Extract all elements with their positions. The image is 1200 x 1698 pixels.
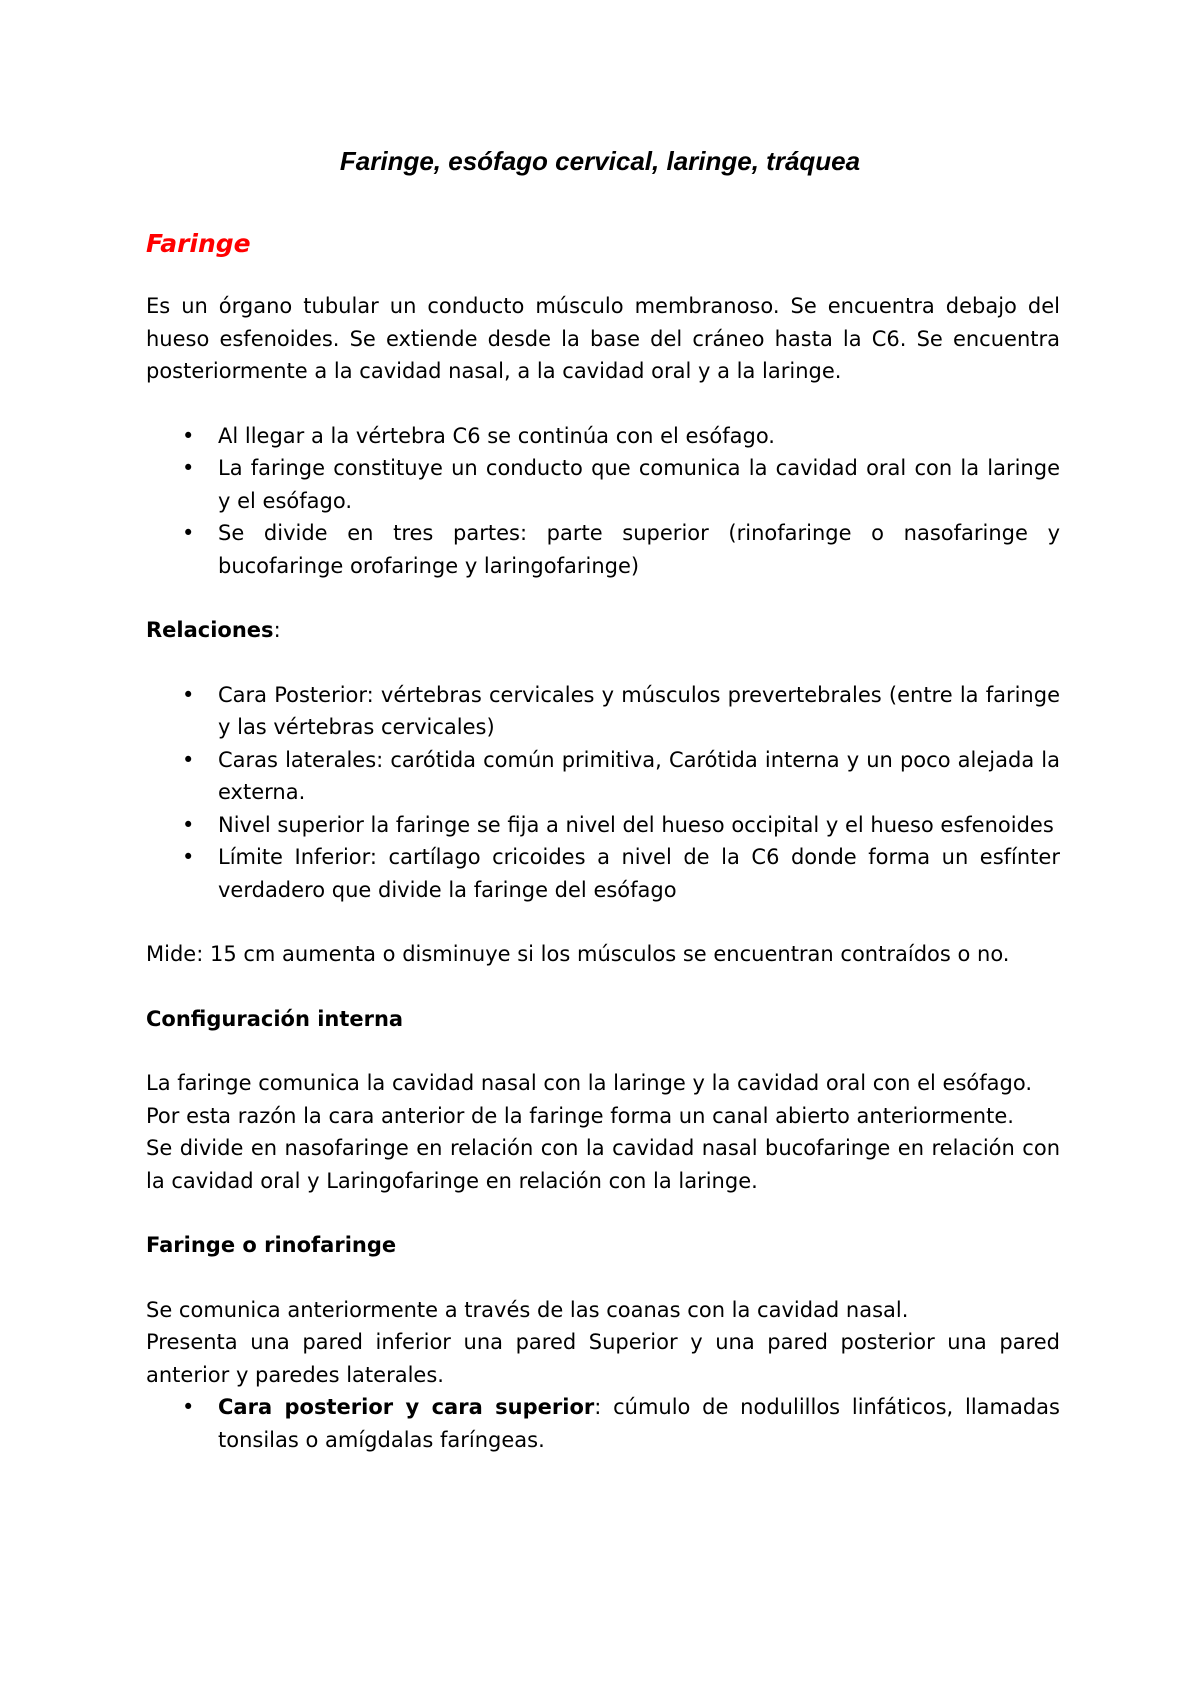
list-item bbox=[182, 452, 1060, 517]
configuracion-paragraph-2: Por esta razón la cara anterior de la faringe forma un canal abierto anteriormente. bbox=[146, 1103, 1014, 1128]
list-item-text: Cara Posterior: vértebras cervicales y músculos prevertebrales (entre la faringe y las vértebras cervicales) bbox=[218, 682, 1060, 739]
configuracion-paragraph-1: La faringe comunica la cavidad nasal con la laringe y la cavidad oral con el esófago. bbox=[146, 1071, 1033, 1095]
list-item-text: La faringe constituye un conducto que comunica la cavidad oral con la laringe y el esófago. bbox=[218, 456, 1060, 513]
relaciones-heading bbox=[146, 614, 1060, 647]
bullet-icon: • bbox=[182, 845, 195, 869]
list-item-text: : cúmulo de nodulillos linfáticos, llamadas tonsilas o amígdalas faríngeas. bbox=[218, 1395, 1060, 1452]
rinofaringe-heading: Faringe o rinofaringe bbox=[146, 1233, 397, 1257]
list-item-text: Se divide en tres partes: parte superior (rinofaringe o nasofaringe y bucofaringe orofaringe y laringofaringe) bbox=[218, 521, 1060, 578]
list-item bbox=[182, 809, 1060, 842]
list-item bbox=[182, 744, 1060, 809]
relaciones-heading-text: Relaciones bbox=[146, 618, 274, 642]
list-item bbox=[182, 679, 1060, 744]
list-item-bold-text: Cara posterior y cara superior bbox=[218, 1395, 595, 1419]
configuracion-heading: Configuración interna bbox=[146, 1006, 404, 1031]
list-item-text: Al llegar a la vértebra C6 se continúa con el esófago. bbox=[218, 423, 775, 448]
list-item bbox=[182, 1391, 1060, 1456]
relaciones-colon: : bbox=[273, 618, 281, 642]
section-heading-faringe: Faringe bbox=[146, 229, 251, 258]
list-item-text: Límite Inferior: cartílago cricoides a nivel de la C6 donde forma un esfínter verdadero que divide la faringe del esófago bbox=[218, 845, 1060, 902]
bullet-icon: • bbox=[182, 521, 195, 545]
list-item bbox=[182, 841, 1060, 906]
rinofaringe-paragraph-1: Se comunica anteriormente a través de las coanas con la cavidad nasal. bbox=[146, 1297, 909, 1322]
faringe-intro-paragraph: Es un órgano tubular un conducto músculo membranoso. Se encuentra debajo del hueso esfenoides. Se extiende desde la base del cráneo hasta la C6. Se encuentra posteriormente a la cavidad nasal, a la cavidad oral y a la laringe. bbox=[146, 294, 1060, 383]
mide-paragraph: Mide: 15 cm aumenta o disminuye si los músculos se encuentran contraídos o no. bbox=[146, 942, 1010, 966]
list-item bbox=[182, 517, 1060, 582]
list-item-text: Nivel superior la faringe se fija a nivel del hueso occipital y el hueso esfenoides bbox=[218, 812, 1054, 837]
list-item-text: Caras laterales: carótida común primitiva, Carótida interna y un poco alejada la externa. bbox=[218, 747, 1060, 804]
document-body bbox=[146, 228, 1060, 1456]
bullet-icon: • bbox=[182, 1395, 195, 1419]
relaciones-bullet-list bbox=[146, 679, 1060, 907]
list-item bbox=[182, 420, 1060, 453]
rinofaringe-bullet-list bbox=[146, 1391, 1060, 1456]
bullet-icon: • bbox=[182, 423, 195, 448]
faringe-bullet-list bbox=[146, 420, 1060, 583]
rinofaringe-paragraph-2: Presenta una pared inferior una pared Superior y una pared posterior una pared anterior y paredes laterales. bbox=[146, 1330, 1060, 1387]
document-title: Faringe, esófago cervical, laringe, tráquea bbox=[339, 146, 861, 176]
bullet-icon: • bbox=[182, 456, 195, 480]
bullet-icon: • bbox=[182, 747, 195, 772]
bullet-icon: • bbox=[182, 682, 195, 707]
bullet-icon: • bbox=[182, 812, 195, 837]
configuracion-paragraph-3: Se divide en nasofaringe en relación con la cavidad nasal bucofaringe en relación con la cavidad oral y Laringofaringe en relación con la laringe. bbox=[146, 1136, 1060, 1193]
